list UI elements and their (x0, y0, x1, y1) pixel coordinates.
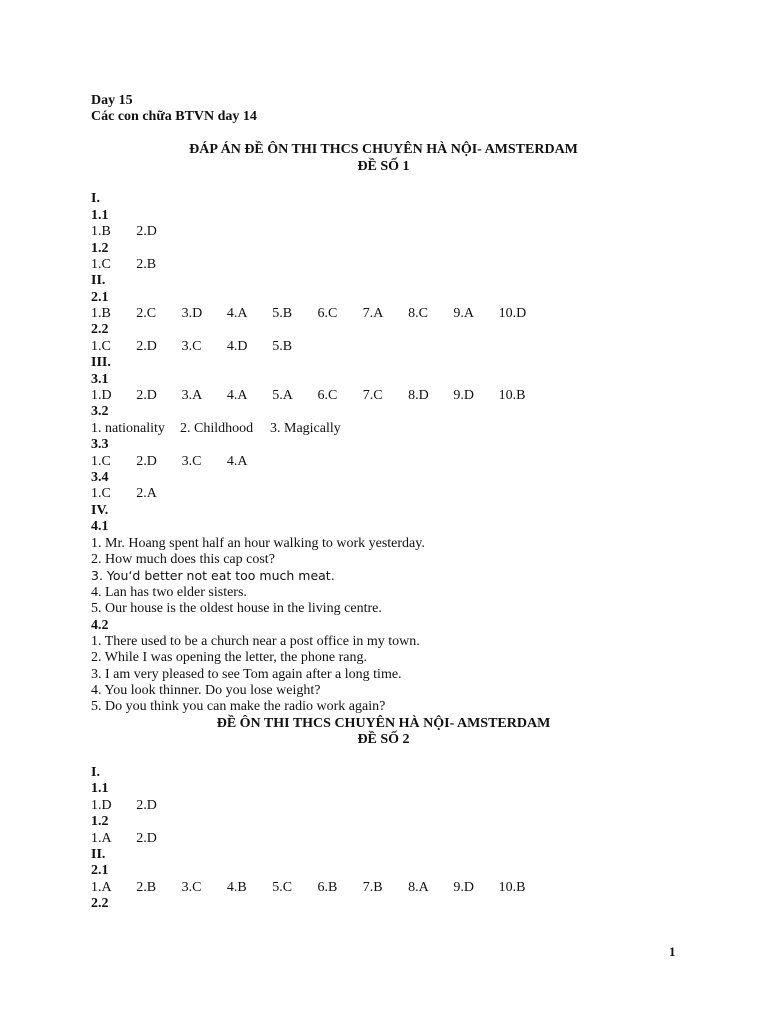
subsection-heading: 2.2 (91, 322, 109, 338)
subsection-heading: 3.4 (91, 469, 109, 485)
subsection-heading: 2.1 (91, 863, 109, 879)
exam2-title: ĐỀ ÔN THI THCS CHUYÊN HÀ NỘI- AMSTERDAM (216, 715, 551, 731)
answer: 1.B (91, 306, 111, 322)
subsection-heading: 1.2 (91, 240, 109, 256)
answer: 5.A (272, 388, 293, 404)
answer: 5.C (272, 879, 293, 895)
subtitle: Các con chữa BTVN day 14 (91, 109, 257, 125)
section-heading: I. (91, 191, 100, 207)
answer: 1.B (91, 224, 111, 240)
section-heading: IV. (91, 502, 109, 518)
answer-sentence: 3. I am very pleased to see Tom again after a long time. (91, 666, 402, 682)
answer: 1.A (91, 879, 112, 895)
answer: 7.C (362, 388, 383, 404)
answer: 1.A (91, 830, 112, 846)
answer: 3.D (181, 306, 203, 322)
answer-row (91, 388, 711, 404)
answer: 2.B (136, 256, 157, 272)
answer: 6.C (317, 306, 338, 322)
answer: 2.D (136, 830, 157, 846)
answer: 1.C (91, 486, 111, 502)
answer: 1.D (91, 797, 112, 813)
section-heading: III. (91, 355, 111, 371)
answer: 8.D (408, 388, 429, 404)
answer: 2.D (136, 338, 157, 354)
answer: 7.A (362, 306, 384, 322)
day-heading: Day 15 (91, 93, 133, 108)
answer: 1.C (91, 256, 111, 272)
answer-sentence: 5. Our house is the oldest house in the living centre. (91, 601, 382, 617)
answer: 1.D (91, 388, 112, 404)
answer: 8.A (408, 879, 429, 895)
answer-row (91, 454, 711, 470)
answer-row (91, 880, 711, 896)
answer-sentence: 3. You‘d better not eat too much meat. (91, 568, 335, 584)
answer-sentence: 4. You look thinner. Do you lose weight? (91, 683, 321, 699)
answer: 9.D (453, 879, 474, 895)
answer: 5.B (272, 306, 293, 322)
answer-sentence: 2. How much does this cap cost? (91, 551, 275, 567)
answer-row (91, 257, 711, 273)
subsection-heading: 2.1 (91, 289, 109, 305)
answer: 9.A (453, 306, 474, 322)
answer: 1. nationality (91, 420, 165, 436)
answer: 2. Childhood (180, 420, 254, 436)
answer: 4.A (226, 388, 248, 404)
answer: 3.C (181, 453, 202, 469)
answer: 1.C (91, 453, 111, 469)
subsection-heading: 3.1 (91, 371, 109, 387)
page-number: 1 (669, 944, 676, 959)
subsection-heading: 1.1 (91, 207, 109, 223)
answer: 3.C (181, 338, 202, 354)
answer: 8.C (408, 306, 428, 322)
answer-sentence: 1. There used to be a church near a post office in my town. (91, 633, 420, 649)
answer: 6.B (317, 879, 338, 895)
exam1-number: ĐỀ SỐ 1 (357, 158, 410, 174)
answer: 10.B (498, 388, 526, 404)
section-heading: II. (91, 846, 106, 862)
answer-sentence: 5. Do you think you can make the radio work again? (91, 699, 386, 715)
answer: 3. Magically (270, 420, 341, 436)
subsection-heading: 3.3 (91, 437, 109, 453)
section-heading: II. (91, 273, 106, 289)
answer: 2.D (136, 797, 157, 813)
subsection-heading: 3.2 (91, 404, 109, 420)
answer-row (91, 224, 711, 240)
answer: 2.D (136, 388, 157, 404)
answer-row (91, 831, 711, 847)
answer: 6.C (317, 388, 338, 404)
answer: 3.A (181, 388, 203, 404)
answer-sentence: 1. Mr. Hoang spent half an hour walking to work yesterday. (91, 535, 425, 551)
answer: 7.B (362, 879, 383, 895)
document-page (91, 93, 711, 913)
answer-sentence: 4. Lan has two elder sisters. (91, 584, 247, 600)
answer: 3.C (181, 879, 202, 895)
subsection-heading: 4.1 (91, 519, 109, 535)
answer-sentence: 2. While I was opening the letter, the phone rang. (91, 650, 367, 666)
answer-row (91, 306, 711, 322)
subsection-heading: 2.2 (91, 896, 109, 912)
answer: 4.A (226, 453, 248, 469)
answer: 2.D (136, 224, 157, 240)
answer: 4.D (226, 338, 248, 354)
answer: 10.D (498, 306, 527, 322)
answer: 2.B (136, 879, 157, 895)
answer-row (91, 421, 711, 437)
answer: 5.B (272, 338, 293, 354)
answer: 4.B (226, 879, 247, 895)
subsection-heading: 4.2 (91, 617, 109, 633)
answer: 2.A (136, 486, 157, 502)
answer: 2.D (136, 453, 157, 469)
answer: 1.C (91, 338, 111, 354)
exam2-number: ĐỀ SỐ 2 (357, 732, 410, 748)
exam1-title: ĐÁP ÁN ĐỀ ÔN THI THCS CHUYÊN HÀ NỘI- AMSTERDAM (189, 142, 578, 158)
answer-row (91, 339, 711, 355)
answer: 4.A (226, 306, 248, 322)
answer: 2.C (136, 306, 157, 322)
answer-row (91, 486, 711, 502)
section-heading: I. (91, 765, 100, 781)
subsection-heading: 1.2 (91, 814, 109, 830)
subsection-heading: 1.1 (91, 781, 109, 797)
answer-row (91, 798, 711, 814)
answer: 9.D (453, 388, 474, 404)
answer: 10.B (498, 879, 526, 895)
